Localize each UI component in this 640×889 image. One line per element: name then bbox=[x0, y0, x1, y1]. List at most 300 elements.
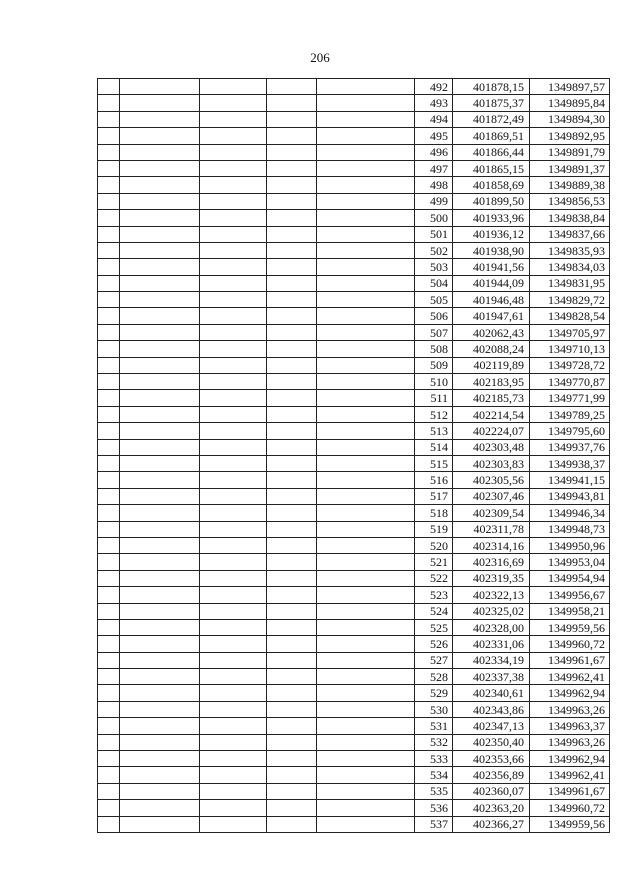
empty-cell bbox=[200, 734, 267, 750]
empty-cell bbox=[200, 160, 267, 176]
empty-cell bbox=[200, 95, 267, 111]
x-coordinate-cell: 402334,19 bbox=[453, 652, 530, 668]
point-number-cell: 527 bbox=[415, 652, 453, 668]
empty-cell bbox=[200, 455, 267, 471]
empty-cell bbox=[317, 685, 415, 701]
empty-cell bbox=[200, 357, 267, 373]
empty-cell bbox=[317, 275, 415, 291]
table-row bbox=[98, 259, 610, 275]
empty-cell bbox=[317, 652, 415, 668]
empty-cell bbox=[98, 292, 120, 308]
point-number-cell: 504 bbox=[415, 275, 453, 291]
empty-cell bbox=[317, 210, 415, 226]
point-number-cell: 528 bbox=[415, 669, 453, 685]
table-row bbox=[98, 111, 610, 127]
table-row bbox=[98, 406, 610, 422]
empty-cell bbox=[267, 603, 317, 619]
empty-cell bbox=[98, 488, 120, 504]
empty-cell bbox=[98, 226, 120, 242]
empty-cell bbox=[267, 439, 317, 455]
point-number-cell: 514 bbox=[415, 439, 453, 455]
x-coordinate-cell: 402328,00 bbox=[453, 619, 530, 635]
table-row bbox=[98, 537, 610, 553]
empty-cell bbox=[98, 505, 120, 521]
y-coordinate-cell: 1349891,37 bbox=[530, 160, 610, 176]
empty-cell bbox=[120, 488, 200, 504]
empty-cell bbox=[317, 357, 415, 373]
empty-cell bbox=[120, 111, 200, 127]
table-row bbox=[98, 210, 610, 226]
empty-cell bbox=[200, 177, 267, 193]
y-coordinate-cell: 1349705,97 bbox=[530, 324, 610, 340]
empty-cell bbox=[120, 423, 200, 439]
table-row bbox=[98, 669, 610, 685]
table-row bbox=[98, 816, 610, 832]
y-coordinate-cell: 1349961,67 bbox=[530, 652, 610, 668]
point-number-cell: 498 bbox=[415, 177, 453, 193]
x-coordinate-cell: 402185,73 bbox=[453, 390, 530, 406]
empty-cell bbox=[98, 619, 120, 635]
point-number-cell: 503 bbox=[415, 259, 453, 275]
empty-cell bbox=[98, 275, 120, 291]
x-coordinate-cell: 401866,44 bbox=[453, 144, 530, 160]
empty-cell bbox=[200, 767, 267, 783]
x-coordinate-cell: 401944,09 bbox=[453, 275, 530, 291]
empty-cell bbox=[317, 587, 415, 603]
empty-cell bbox=[98, 423, 120, 439]
empty-cell bbox=[317, 177, 415, 193]
empty-cell bbox=[98, 308, 120, 324]
coordinates-table bbox=[97, 78, 610, 833]
point-number-cell: 497 bbox=[415, 160, 453, 176]
empty-cell bbox=[200, 652, 267, 668]
point-number-cell: 494 bbox=[415, 111, 453, 127]
point-number-cell: 517 bbox=[415, 488, 453, 504]
empty-cell bbox=[267, 193, 317, 209]
empty-cell bbox=[317, 570, 415, 586]
empty-cell bbox=[120, 701, 200, 717]
empty-cell bbox=[98, 783, 120, 799]
empty-cell bbox=[120, 455, 200, 471]
empty-cell bbox=[267, 259, 317, 275]
empty-cell bbox=[267, 554, 317, 570]
empty-cell bbox=[98, 357, 120, 373]
y-coordinate-cell: 1349789,25 bbox=[530, 406, 610, 422]
empty-cell bbox=[98, 177, 120, 193]
empty-cell bbox=[200, 406, 267, 422]
empty-cell bbox=[98, 603, 120, 619]
point-number-cell: 518 bbox=[415, 505, 453, 521]
table-row bbox=[98, 242, 610, 258]
page-number: 206 bbox=[310, 50, 330, 65]
x-coordinate-cell: 401946,48 bbox=[453, 292, 530, 308]
empty-cell bbox=[317, 374, 415, 390]
x-coordinate-cell: 402360,07 bbox=[453, 783, 530, 799]
empty-cell bbox=[98, 521, 120, 537]
x-coordinate-cell: 402311,78 bbox=[453, 521, 530, 537]
coordinates-table-body bbox=[98, 79, 610, 833]
empty-cell bbox=[120, 259, 200, 275]
table-row bbox=[98, 308, 610, 324]
empty-cell bbox=[98, 111, 120, 127]
table-row bbox=[98, 439, 610, 455]
point-number-cell: 515 bbox=[415, 455, 453, 471]
empty-cell bbox=[120, 636, 200, 652]
x-coordinate-cell: 402314,16 bbox=[453, 537, 530, 553]
point-number-cell: 516 bbox=[415, 472, 453, 488]
empty-cell bbox=[120, 341, 200, 357]
empty-cell bbox=[200, 521, 267, 537]
x-coordinate-cell: 402303,83 bbox=[453, 455, 530, 471]
empty-cell bbox=[200, 374, 267, 390]
empty-cell bbox=[267, 636, 317, 652]
empty-cell bbox=[200, 111, 267, 127]
empty-cell bbox=[200, 619, 267, 635]
empty-cell bbox=[200, 816, 267, 832]
table-row bbox=[98, 783, 610, 799]
empty-cell bbox=[267, 308, 317, 324]
table-row bbox=[98, 472, 610, 488]
y-coordinate-cell: 1349958,21 bbox=[530, 603, 610, 619]
empty-cell bbox=[120, 537, 200, 553]
empty-cell bbox=[120, 275, 200, 291]
empty-cell bbox=[120, 521, 200, 537]
empty-cell bbox=[200, 292, 267, 308]
point-number-cell: 533 bbox=[415, 751, 453, 767]
table-row bbox=[98, 160, 610, 176]
empty-cell bbox=[120, 292, 200, 308]
empty-cell bbox=[120, 603, 200, 619]
empty-cell bbox=[317, 619, 415, 635]
y-coordinate-cell: 1349961,67 bbox=[530, 783, 610, 799]
empty-cell bbox=[267, 324, 317, 340]
x-coordinate-cell: 402316,69 bbox=[453, 554, 530, 570]
y-coordinate-cell: 1349771,99 bbox=[530, 390, 610, 406]
empty-cell bbox=[120, 406, 200, 422]
table-row bbox=[98, 324, 610, 340]
x-coordinate-cell: 401869,51 bbox=[453, 128, 530, 144]
empty-cell bbox=[120, 144, 200, 160]
table-row bbox=[98, 767, 610, 783]
empty-cell bbox=[120, 652, 200, 668]
empty-cell bbox=[317, 308, 415, 324]
table-row bbox=[98, 455, 610, 471]
point-number-cell: 532 bbox=[415, 734, 453, 750]
y-coordinate-cell: 1349889,38 bbox=[530, 177, 610, 193]
point-number-cell: 525 bbox=[415, 619, 453, 635]
x-coordinate-cell: 402305,56 bbox=[453, 472, 530, 488]
x-coordinate-cell: 401875,37 bbox=[453, 95, 530, 111]
empty-cell bbox=[267, 111, 317, 127]
y-coordinate-cell: 1349937,76 bbox=[530, 439, 610, 455]
empty-cell bbox=[317, 472, 415, 488]
y-coordinate-cell: 1349894,30 bbox=[530, 111, 610, 127]
empty-cell bbox=[120, 505, 200, 521]
point-number-cell: 500 bbox=[415, 210, 453, 226]
empty-cell bbox=[200, 472, 267, 488]
empty-cell bbox=[98, 95, 120, 111]
y-coordinate-cell: 1349835,93 bbox=[530, 242, 610, 258]
empty-cell bbox=[120, 587, 200, 603]
empty-cell bbox=[317, 751, 415, 767]
empty-cell bbox=[120, 685, 200, 701]
empty-cell bbox=[267, 669, 317, 685]
empty-cell bbox=[267, 537, 317, 553]
table-row bbox=[98, 505, 610, 521]
empty-cell bbox=[120, 193, 200, 209]
point-number-cell: 530 bbox=[415, 701, 453, 717]
empty-cell bbox=[120, 751, 200, 767]
empty-cell bbox=[267, 144, 317, 160]
table-row bbox=[98, 521, 610, 537]
y-coordinate-cell: 1349948,73 bbox=[530, 521, 610, 537]
empty-cell bbox=[200, 701, 267, 717]
empty-cell bbox=[317, 95, 415, 111]
empty-cell bbox=[267, 357, 317, 373]
empty-cell bbox=[317, 537, 415, 553]
empty-cell bbox=[98, 439, 120, 455]
y-coordinate-cell: 1349892,95 bbox=[530, 128, 610, 144]
empty-cell bbox=[267, 242, 317, 258]
empty-cell bbox=[120, 79, 200, 95]
y-coordinate-cell: 1349941,15 bbox=[530, 472, 610, 488]
empty-cell bbox=[120, 619, 200, 635]
x-coordinate-cell: 402337,38 bbox=[453, 669, 530, 685]
empty-cell bbox=[317, 816, 415, 832]
empty-cell bbox=[98, 259, 120, 275]
x-coordinate-cell: 401936,12 bbox=[453, 226, 530, 242]
point-number-cell: 506 bbox=[415, 308, 453, 324]
empty-cell bbox=[317, 455, 415, 471]
empty-cell bbox=[98, 652, 120, 668]
y-coordinate-cell: 1349962,94 bbox=[530, 685, 610, 701]
x-coordinate-cell: 402119,89 bbox=[453, 357, 530, 373]
y-coordinate-cell: 1349956,67 bbox=[530, 587, 610, 603]
empty-cell bbox=[317, 292, 415, 308]
empty-cell bbox=[200, 488, 267, 504]
empty-cell bbox=[267, 406, 317, 422]
empty-cell bbox=[317, 341, 415, 357]
y-coordinate-cell: 1349856,53 bbox=[530, 193, 610, 209]
y-coordinate-cell: 1349943,81 bbox=[530, 488, 610, 504]
empty-cell bbox=[200, 554, 267, 570]
empty-cell bbox=[98, 472, 120, 488]
empty-cell bbox=[267, 79, 317, 95]
empty-cell bbox=[200, 783, 267, 799]
point-number-cell: 512 bbox=[415, 406, 453, 422]
empty-cell bbox=[317, 603, 415, 619]
x-coordinate-cell: 402183,95 bbox=[453, 374, 530, 390]
y-coordinate-cell: 1349962,94 bbox=[530, 751, 610, 767]
empty-cell bbox=[200, 669, 267, 685]
empty-cell bbox=[120, 554, 200, 570]
empty-cell bbox=[98, 160, 120, 176]
empty-cell bbox=[267, 160, 317, 176]
empty-cell bbox=[267, 275, 317, 291]
y-coordinate-cell: 1349954,94 bbox=[530, 570, 610, 586]
table-row bbox=[98, 718, 610, 734]
empty-cell bbox=[267, 783, 317, 799]
point-number-cell: 521 bbox=[415, 554, 453, 570]
empty-cell bbox=[317, 111, 415, 127]
table-row bbox=[98, 734, 610, 750]
table-row bbox=[98, 751, 610, 767]
y-coordinate-cell: 1349710,13 bbox=[530, 341, 610, 357]
point-number-cell: 507 bbox=[415, 324, 453, 340]
empty-cell bbox=[98, 324, 120, 340]
empty-cell bbox=[267, 767, 317, 783]
empty-cell bbox=[200, 79, 267, 95]
empty-cell bbox=[267, 816, 317, 832]
empty-cell bbox=[120, 177, 200, 193]
x-coordinate-cell: 402303,48 bbox=[453, 439, 530, 455]
x-coordinate-cell: 402340,61 bbox=[453, 685, 530, 701]
table-row bbox=[98, 95, 610, 111]
empty-cell bbox=[98, 751, 120, 767]
empty-cell bbox=[120, 767, 200, 783]
table-row bbox=[98, 292, 610, 308]
empty-cell bbox=[267, 128, 317, 144]
empty-cell bbox=[317, 767, 415, 783]
empty-cell bbox=[98, 210, 120, 226]
x-coordinate-cell: 402343,86 bbox=[453, 701, 530, 717]
x-coordinate-cell: 402307,46 bbox=[453, 488, 530, 504]
y-coordinate-cell: 1349950,96 bbox=[530, 537, 610, 553]
empty-cell bbox=[317, 390, 415, 406]
empty-cell bbox=[200, 210, 267, 226]
empty-cell bbox=[200, 439, 267, 455]
table-row bbox=[98, 603, 610, 619]
empty-cell bbox=[267, 685, 317, 701]
empty-cell bbox=[98, 79, 120, 95]
empty-cell bbox=[267, 570, 317, 586]
empty-cell bbox=[200, 423, 267, 439]
y-coordinate-cell: 1349728,72 bbox=[530, 357, 610, 373]
y-coordinate-cell: 1349829,72 bbox=[530, 292, 610, 308]
empty-cell bbox=[200, 505, 267, 521]
y-coordinate-cell: 1349959,56 bbox=[530, 816, 610, 832]
empty-cell bbox=[120, 210, 200, 226]
x-coordinate-cell: 401941,56 bbox=[453, 259, 530, 275]
empty-cell bbox=[200, 800, 267, 816]
empty-cell bbox=[267, 751, 317, 767]
table-row bbox=[98, 144, 610, 160]
point-number-cell: 531 bbox=[415, 718, 453, 734]
empty-cell bbox=[317, 242, 415, 258]
empty-cell bbox=[200, 603, 267, 619]
x-coordinate-cell: 402214,54 bbox=[453, 406, 530, 422]
x-coordinate-cell: 402319,35 bbox=[453, 570, 530, 586]
x-coordinate-cell: 402353,66 bbox=[453, 751, 530, 767]
table-row bbox=[98, 701, 610, 717]
empty-cell bbox=[98, 390, 120, 406]
x-coordinate-cell: 402363,20 bbox=[453, 800, 530, 816]
table-row bbox=[98, 570, 610, 586]
x-coordinate-cell: 401899,50 bbox=[453, 193, 530, 209]
point-number-cell: 522 bbox=[415, 570, 453, 586]
empty-cell bbox=[98, 374, 120, 390]
empty-cell bbox=[98, 537, 120, 553]
empty-cell bbox=[200, 587, 267, 603]
empty-cell bbox=[267, 177, 317, 193]
empty-cell bbox=[98, 554, 120, 570]
y-coordinate-cell: 1349795,60 bbox=[530, 423, 610, 439]
y-coordinate-cell: 1349946,34 bbox=[530, 505, 610, 521]
point-number-cell: 509 bbox=[415, 357, 453, 373]
empty-cell bbox=[267, 701, 317, 717]
empty-cell bbox=[98, 193, 120, 209]
point-number-cell: 523 bbox=[415, 587, 453, 603]
x-coordinate-cell: 402062,43 bbox=[453, 324, 530, 340]
y-coordinate-cell: 1349938,37 bbox=[530, 455, 610, 471]
x-coordinate-cell: 401938,90 bbox=[453, 242, 530, 258]
empty-cell bbox=[200, 128, 267, 144]
table-row bbox=[98, 193, 610, 209]
point-number-cell: 505 bbox=[415, 292, 453, 308]
y-coordinate-cell: 1349770,87 bbox=[530, 374, 610, 390]
table-row bbox=[98, 357, 610, 373]
empty-cell bbox=[120, 669, 200, 685]
table-row bbox=[98, 685, 610, 701]
y-coordinate-cell: 1349895,84 bbox=[530, 95, 610, 111]
table-row bbox=[98, 390, 610, 406]
y-coordinate-cell: 1349837,66 bbox=[530, 226, 610, 242]
x-coordinate-cell: 401865,15 bbox=[453, 160, 530, 176]
y-coordinate-cell: 1349953,04 bbox=[530, 554, 610, 570]
empty-cell bbox=[267, 226, 317, 242]
point-number-cell: 508 bbox=[415, 341, 453, 357]
y-coordinate-cell: 1349959,56 bbox=[530, 619, 610, 635]
table-row bbox=[98, 488, 610, 504]
point-number-cell: 529 bbox=[415, 685, 453, 701]
empty-cell bbox=[317, 701, 415, 717]
empty-cell bbox=[267, 374, 317, 390]
empty-cell bbox=[317, 79, 415, 95]
empty-cell bbox=[200, 242, 267, 258]
empty-cell bbox=[120, 570, 200, 586]
empty-cell bbox=[120, 734, 200, 750]
empty-cell bbox=[317, 439, 415, 455]
point-number-cell: 502 bbox=[415, 242, 453, 258]
empty-cell bbox=[200, 308, 267, 324]
x-coordinate-cell: 401933,96 bbox=[453, 210, 530, 226]
point-number-cell: 537 bbox=[415, 816, 453, 832]
x-coordinate-cell: 402366,27 bbox=[453, 816, 530, 832]
empty-cell bbox=[120, 226, 200, 242]
empty-cell bbox=[200, 341, 267, 357]
empty-cell bbox=[120, 160, 200, 176]
empty-cell bbox=[98, 242, 120, 258]
empty-cell bbox=[267, 95, 317, 111]
table-row bbox=[98, 423, 610, 439]
empty-cell bbox=[267, 652, 317, 668]
x-coordinate-cell: 401947,61 bbox=[453, 308, 530, 324]
empty-cell bbox=[267, 718, 317, 734]
y-coordinate-cell: 1349960,72 bbox=[530, 800, 610, 816]
empty-cell bbox=[120, 800, 200, 816]
empty-cell bbox=[200, 144, 267, 160]
y-coordinate-cell: 1349831,95 bbox=[530, 275, 610, 291]
y-coordinate-cell: 1349962,41 bbox=[530, 767, 610, 783]
empty-cell bbox=[267, 292, 317, 308]
x-coordinate-cell: 402322,13 bbox=[453, 587, 530, 603]
empty-cell bbox=[317, 800, 415, 816]
table-row bbox=[98, 177, 610, 193]
table-row bbox=[98, 636, 610, 652]
empty-cell bbox=[200, 226, 267, 242]
point-number-cell: 511 bbox=[415, 390, 453, 406]
empty-cell bbox=[120, 95, 200, 111]
